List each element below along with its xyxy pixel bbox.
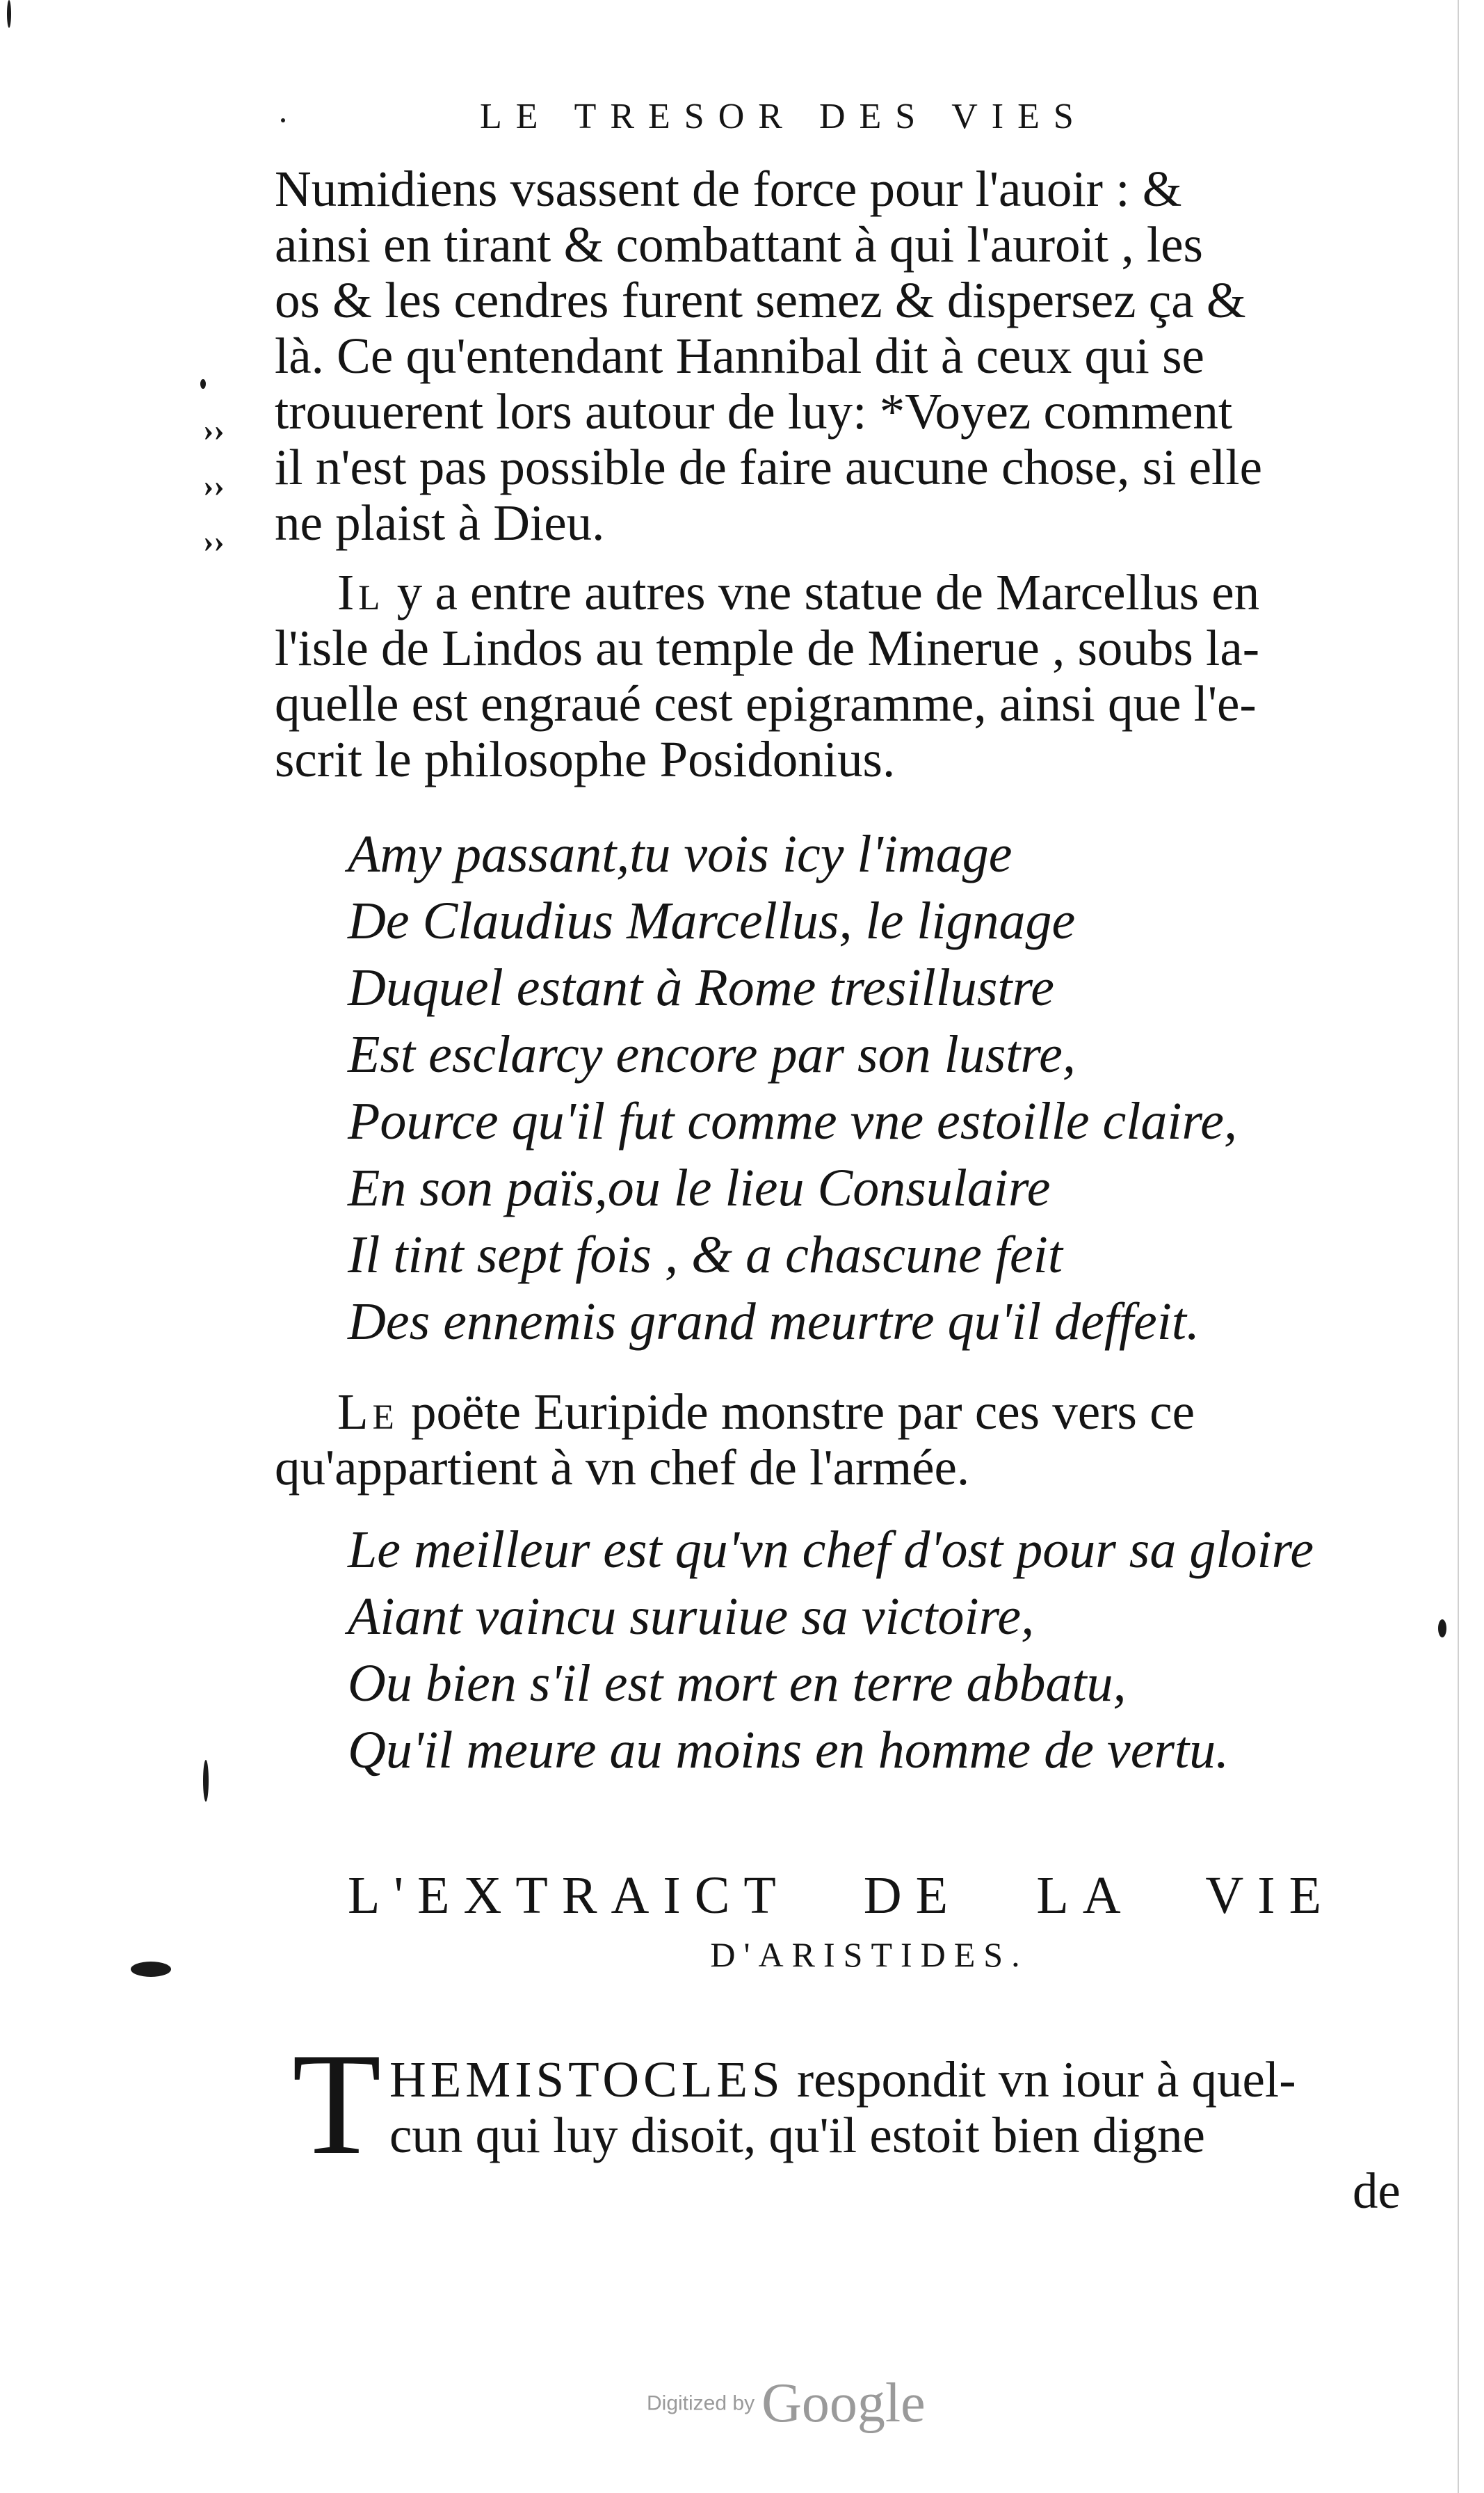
ink-speck	[1438, 1619, 1446, 1637]
running-header: LE TRESOR DES VIES	[480, 97, 1088, 136]
quote-mark: ››	[203, 523, 225, 559]
quote-mark: ››	[203, 412, 225, 447]
ink-speck	[203, 1760, 209, 1802]
ink-speck	[7, 0, 11, 28]
text-line: quelle est engraué cest epigramme, ainsi que l'e-	[275, 675, 1257, 732]
text-line	[275, 1384, 1415, 1440]
text-line: ainsi en tirant & combattant à qui l'auroit , les	[275, 216, 1203, 273]
text-line: trouuerent lors autour de luy: *Voyez comment	[275, 383, 1233, 440]
verse-line: Ou bien s'il est mort en terre abbatu,	[348, 1654, 1127, 1713]
watermark-prefix: Digitized by	[647, 2391, 755, 2415]
text-span: poëte Euripide monstre par ces vers ce	[398, 1384, 1195, 1440]
google-logo: Google	[761, 2373, 926, 2434]
section-title: L'EXTRAICT DE LA VIE	[348, 1866, 1335, 1925]
verse-line: Aiant vaincu suruiue sa victoire,	[348, 1587, 1035, 1646]
text-line: cun qui luy disoit, qu'il estoit bien digne	[389, 2107, 1205, 2163]
drop-cap: T	[292, 2023, 382, 2185]
marcellus-epigram	[348, 821, 1433, 1355]
text-span: respondit vn iour à quel-	[784, 2051, 1296, 2108]
intro-paragraph	[275, 161, 1415, 551]
verse-line: De Claudius Marcellus, le lignage	[348, 892, 1076, 950]
verse-line: Amy passant,tu vois icy l'image	[348, 825, 1013, 883]
verse-line: Il tint sept fois , & a chascune feit	[348, 1226, 1063, 1284]
catchword: de	[1353, 2163, 1401, 2219]
page-edge-line	[1458, 0, 1459, 2493]
digitization-watermark	[647, 2372, 926, 2435]
ink-speck	[200, 379, 206, 389]
text-line: là. Ce qu'entendant Hannibal dit à ceux qui se	[275, 328, 1204, 384]
verse-line: Des ennemis grand meurtre qu'il deffeit.	[348, 1292, 1200, 1351]
text-line: qu'appartient à vn chef de l'armée.	[275, 1439, 970, 1496]
verse-line: Duquel estant à Rome tresillustre	[348, 959, 1055, 1017]
paragraph-lead-word: HEMISTOCLES	[389, 2051, 784, 2108]
text-line: os & les cendres furent semez & dispersez ça &	[275, 272, 1246, 328]
aristides-paragraph	[389, 2052, 1412, 2163]
text-line: il n'est pas possible de faire aucune chose, si elle	[275, 439, 1262, 495]
text-line: ne plaist à Dieu.	[275, 495, 605, 551]
quote-mark: ››	[203, 467, 225, 503]
verse-line: Qu'il meure au moins en homme de vertu.	[348, 1721, 1229, 1779]
marcellus-paragraph	[275, 565, 1415, 787]
text-line	[389, 2052, 1412, 2108]
text-line	[275, 565, 1415, 620]
text-line: scrit le philosophe Posidonius.	[275, 731, 896, 787]
verse-line: Pource qu'il fut comme vne estoille claire,	[348, 1092, 1238, 1151]
euripides-paragraph	[275, 1384, 1415, 1496]
text-span: y a entre autres vne statue de Marcellus en	[384, 564, 1260, 620]
verse-line: En son païs,ou le lieu Consulaire	[348, 1159, 1051, 1217]
euripides-verse	[348, 1516, 1433, 1783]
verse-line: Le meilleur est qu'vn chef d'ost pour sa gloire	[348, 1521, 1314, 1579]
text-line: Numidiens vsassent de force pour l'auoir : &	[275, 161, 1182, 217]
quotation-marks-margin	[203, 402, 225, 569]
section-subtitle: D'ARISTIDES.	[710, 1935, 1029, 1974]
ink-blot	[131, 1962, 171, 1977]
verse-line: Est esclarcy encore par son lustre,	[348, 1025, 1076, 1084]
text-line: l'isle de Lindos au temple de Minerue , soubs la-	[275, 620, 1260, 676]
ink-speck	[281, 118, 285, 122]
paragraph-lead-word: Il	[337, 564, 385, 620]
paragraph-lead-word: Le	[337, 1384, 398, 1440]
